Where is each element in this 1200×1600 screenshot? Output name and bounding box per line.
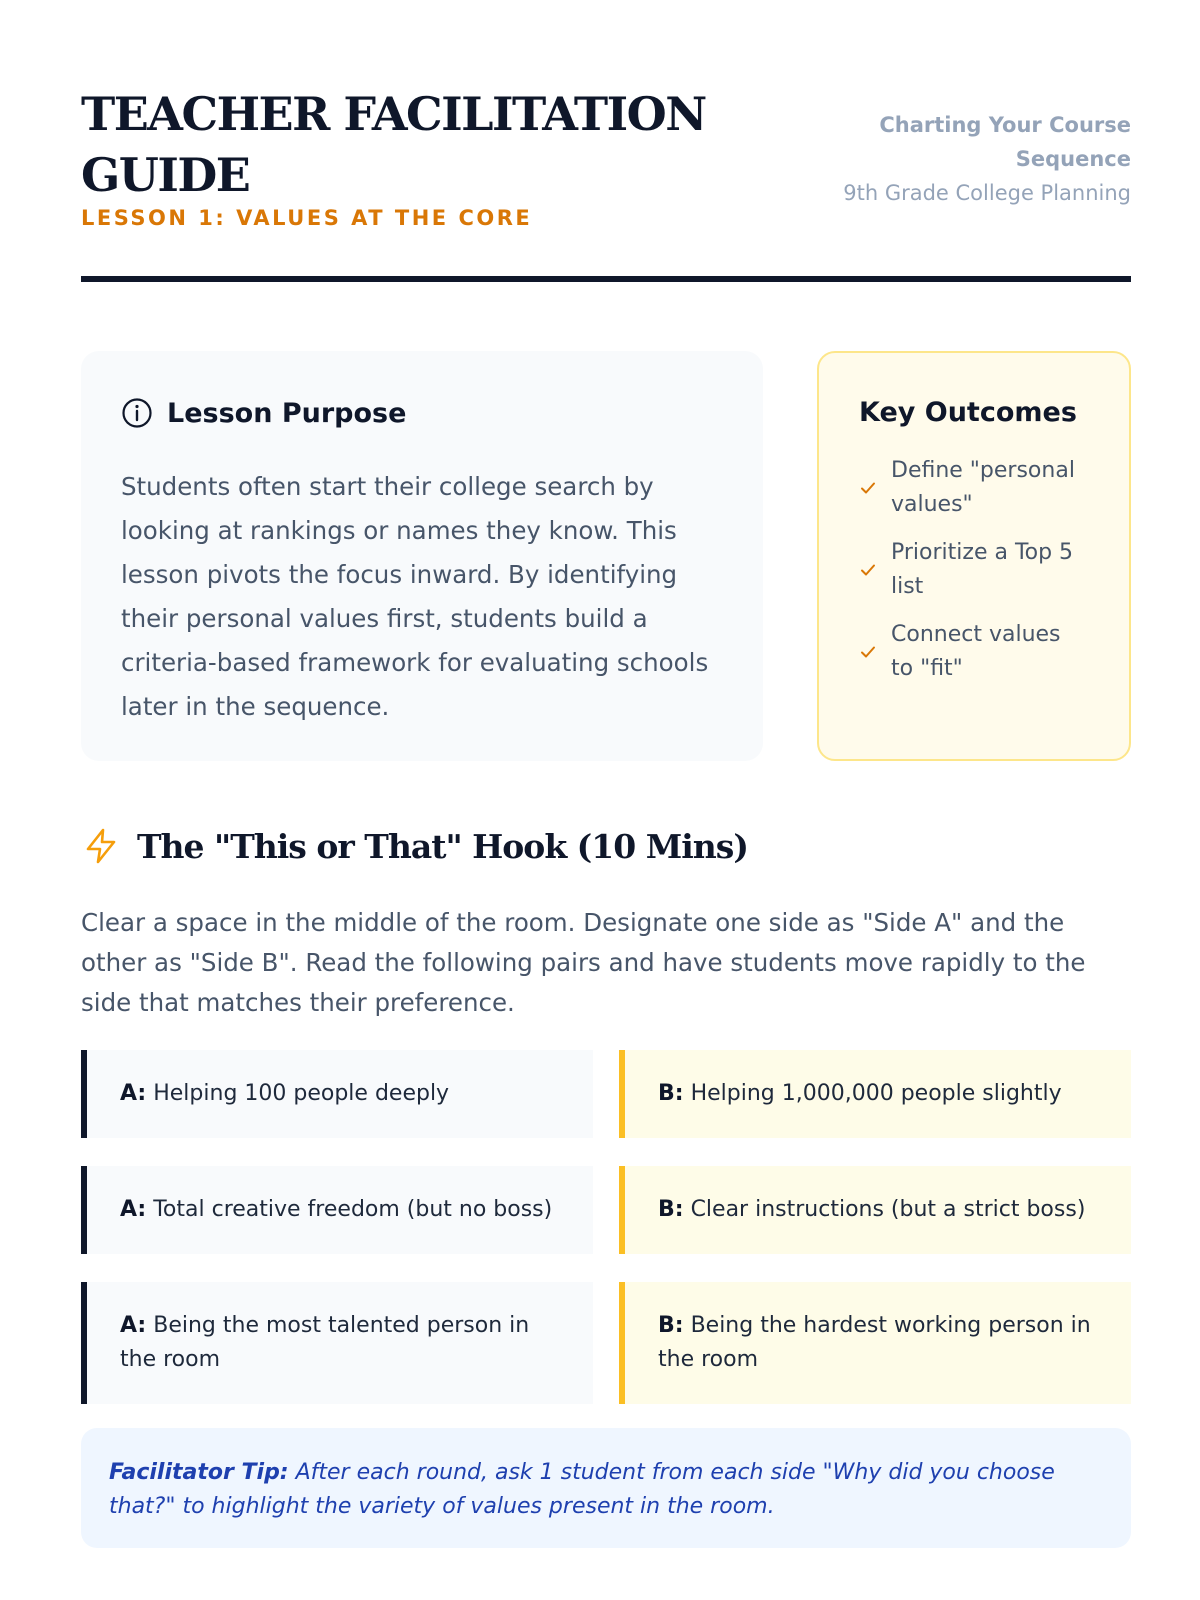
option-b-prefix: B: [658,1197,684,1222]
hook-title: The "This or That" Hook (10 Mins) [137,826,748,866]
lesson-purpose-text: Students often start their college search by looking at rankings or names they know. This lesson pivots the focus inward. By identifying their personal values first, students build a criteria-based framework for evaluating schools later in the sequence. [121,472,709,721]
check-icon [859,561,877,579]
option-a-prefix: A: [120,1313,147,1338]
hook-header [81,826,748,866]
option-a-card [81,1050,593,1138]
page-header [81,0,1131,283]
lesson-label: LESSON 1: VALUES AT THE CORE [81,206,533,230]
option-b-prefix: B: [658,1081,684,1106]
key-outcomes-title: Key Outcomes [859,397,1077,428]
outcome-item [859,618,1089,686]
option-b-label: Helping 1,000,000 people slightly [683,1081,1062,1106]
option-b-text [658,1193,1085,1227]
outcome-item [859,536,1089,604]
option-b-card [619,1282,1131,1404]
hook-instructions: Clear a space in the middle of the room. Designate one side as "Side A" and the other as "Side B". Read the following pairs and have students move rapidly to the side that matches their preference. [81,908,1086,1017]
option-a-card [81,1166,593,1254]
pair-row [81,1166,1131,1254]
option-a-card [81,1282,593,1404]
lightning-bolt-icon [81,826,121,866]
option-b-label: Clear instructions (but a strict boss) [683,1197,1086,1222]
check-icon [859,479,877,497]
lesson-purpose-title: Lesson Purpose [167,397,407,429]
option-a-label: Being the most talented person in the room [120,1313,530,1372]
option-b-label: Being the hardest working person in the room [658,1313,1091,1372]
option-a-prefix: A: [120,1081,147,1106]
option-b-card [619,1166,1131,1254]
outcome-item [859,454,1089,522]
grade-line: 9th Grade College Planning [843,181,1131,205]
this-or-that-pairs [81,1050,1131,1432]
header-divider [81,276,1131,282]
outcome-text: Connect values to "fit" [891,622,1061,681]
facilitator-tip-text: After each round, ask 1 student from each side "Why did you choose that?" to highlight the variety of values present in the room. [109,1460,1055,1519]
facilitator-tip-label: Facilitator Tip: [109,1460,289,1485]
option-a-label: Helping 100 people deeply [146,1081,450,1106]
option-b-prefix: B: [658,1313,684,1338]
key-outcomes-card [817,351,1131,761]
option-a-prefix: A: [120,1197,147,1222]
lesson-purpose-card [81,351,763,761]
guide-page [81,0,1131,1519]
option-a-label: Total creative freedom (but no boss) [146,1197,553,1222]
series-info [801,108,1131,210]
facilitator-tip [81,1428,1131,1548]
option-a-text [120,1077,449,1111]
pair-row [81,1050,1131,1138]
page-title: TEACHER FACILITATION GUIDE [81,87,706,202]
pair-row [81,1282,1131,1404]
lesson-purpose-header [121,391,723,435]
outcome-text: Define "personal values" [891,458,1075,517]
option-a-text [120,1193,552,1227]
check-icon [859,643,877,661]
option-b-text [658,1309,1103,1377]
option-b-text [658,1077,1062,1111]
option-b-card [619,1050,1131,1138]
option-a-text [120,1309,565,1377]
outcome-text: Prioritize a Top 5 list [891,540,1074,599]
series-name: Charting Your Course Sequence [879,113,1131,171]
info-icon [121,397,153,429]
